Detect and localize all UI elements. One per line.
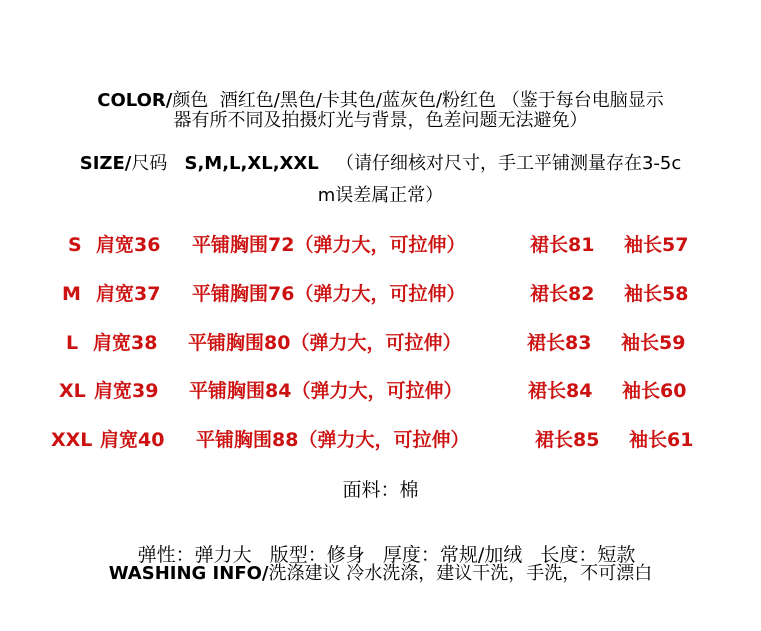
attributes-text: 弹性：弹力大 版型：修身 厚度：常规/加绒 长度：短款 xyxy=(137,544,636,566)
washing-line xyxy=(0,565,761,583)
size-row-xxl xyxy=(0,431,761,461)
size-note-line xyxy=(0,187,761,205)
shoulder-width: 肩宽36 xyxy=(96,234,161,256)
dress-length: 裙长84 xyxy=(528,380,593,402)
size-line xyxy=(0,155,761,173)
shoulder-width: 肩宽37 xyxy=(96,283,161,305)
attributes-line xyxy=(0,527,761,565)
shoulder-width: 肩宽39 xyxy=(94,380,159,402)
color-note-line xyxy=(0,112,761,130)
size-code: M xyxy=(62,283,81,305)
chest-width: 平铺胸围84（弹力大，可拉伸） xyxy=(189,380,463,402)
size-values: S,M,L,XL,XXL xyxy=(184,153,319,174)
material-line xyxy=(0,481,761,500)
chest-width: 平铺胸围72（弹力大，可拉伸） xyxy=(192,234,466,256)
dress-length: 裙长83 xyxy=(527,332,592,354)
size-code: L xyxy=(66,332,79,354)
color-line xyxy=(0,92,761,110)
size-row-l xyxy=(0,334,761,364)
dress-length: 裙长82 xyxy=(530,283,595,305)
sleeve-length: 袖长61 xyxy=(629,429,694,451)
size-label-cn: 尺码 xyxy=(131,153,168,174)
sleeve-length: 袖长57 xyxy=(624,234,689,256)
size-row-xl xyxy=(0,382,761,412)
size-code: S xyxy=(68,234,82,256)
color-label: COLOR/ xyxy=(97,90,173,111)
color-values: 酒红色/黑色/卡其色/蓝灰色/粉红色 xyxy=(219,90,497,111)
color-note-2: 器有所不同及拍摄灯光与背景，色差问题无法避免） xyxy=(173,110,588,131)
size-row-m xyxy=(0,285,761,315)
size-row-s xyxy=(0,236,761,266)
color-label-cn: 颜色 xyxy=(172,90,209,111)
washing-label: WASHING INFO/ xyxy=(108,563,269,584)
size-note-2: m误差属正常） xyxy=(317,185,444,206)
sleeve-length: 袖长59 xyxy=(621,332,686,354)
dress-length: 裙长81 xyxy=(530,234,595,256)
shoulder-width: 肩宽40 xyxy=(100,429,165,451)
chest-width: 平铺胸围88（弹力大，可拉伸） xyxy=(196,429,470,451)
dress-length: 裙长85 xyxy=(535,429,600,451)
chest-width: 平铺胸围80（弹力大，可拉伸） xyxy=(188,332,462,354)
color-note-1: （鉴于每台电脑显示 xyxy=(501,90,664,111)
size-note-1: （请仔细核对尺寸，手工平铺测量存在3-5c xyxy=(335,153,682,174)
size-label: SIZE/ xyxy=(79,153,132,174)
size-code: XL xyxy=(59,380,86,402)
chest-width: 平铺胸围76（弹力大，可拉伸） xyxy=(192,283,466,305)
sleeve-length: 袖长60 xyxy=(622,380,687,402)
washing-text: 洗涤建议 冷水洗涤，建议干洗，手洗，不可漂白 xyxy=(268,563,653,584)
material-text: 面料：棉 xyxy=(342,479,419,501)
sleeve-length: 袖长58 xyxy=(624,283,689,305)
size-code: XXL xyxy=(51,429,93,451)
shoulder-width: 肩宽38 xyxy=(93,332,158,354)
